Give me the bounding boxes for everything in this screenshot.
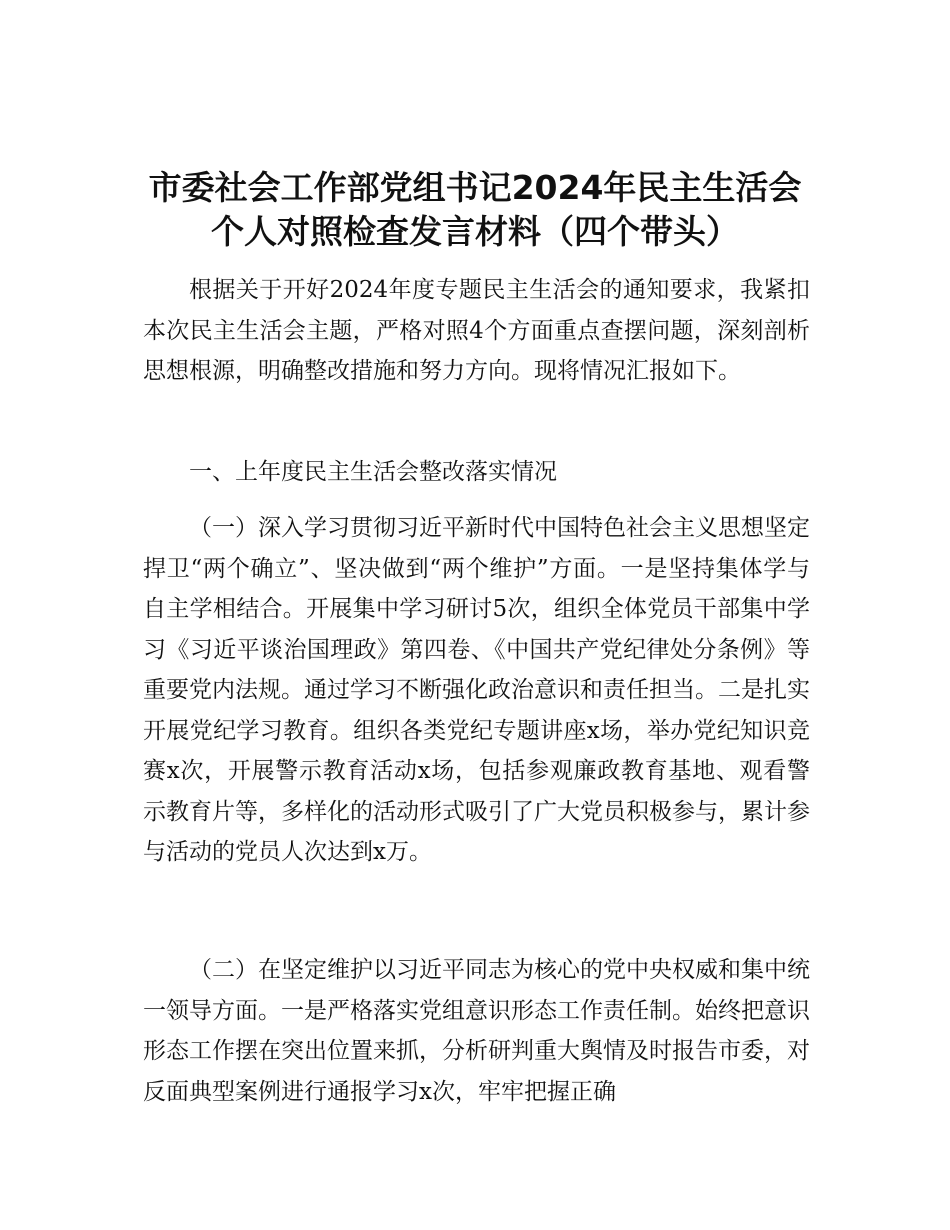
item-one-paragraph: （一）深入学习贯彻习近平新时代中国特色社会主义思想坚定捍卫“两个确立”、坚决做到“两个维护”方面。一是坚持集体学与自主学相结合。开展集中学习研讨5次，组织全体党员干部集中学习《习近平谈治国理政》第四卷、《中国共产党纪律处分条例》等重要党内法规。通过学习不断强化政治意识和责任担当。二是扎实开展党纪学习教育。组织各类党纪专题讲座x场，举办党纪知识竞赛x次，开展警示教育活动x场，包括参观廉政教育基地、观看警示教育片等，多样化的活动形式吸引了广大党员积极参与，累计参与活动的党员人次达到x万。 xyxy=(143,515,810,865)
intro-paragraph: 根据关于开好2024年度专题民主生活会的通知要求，我紧扣本次民主生活会主题，严格对照4个方面重点查摆问题，深刻剖析思想根源，明确整改措施和努力方向。现将情况汇报如下。 xyxy=(143,277,810,384)
section-heading: 一、上年度民主生活会整改落实情况 xyxy=(189,459,557,485)
item-two-paragraph: （二）在坚定维护以习近平同志为核心的党中央权威和集中统一领导方面。一是严格落实党组意识形态工作责任制。始终把意识形态工作摆在突出位置来抓，分析研判重大舆情及时报告市委，对反面典型案例进行通报学习x次，牢牢把握正确 xyxy=(143,957,810,1105)
document-title: 市委社会工作部党组书记2024年民主生活会个人对照检查发言材料（四个带头） xyxy=(148,168,802,251)
